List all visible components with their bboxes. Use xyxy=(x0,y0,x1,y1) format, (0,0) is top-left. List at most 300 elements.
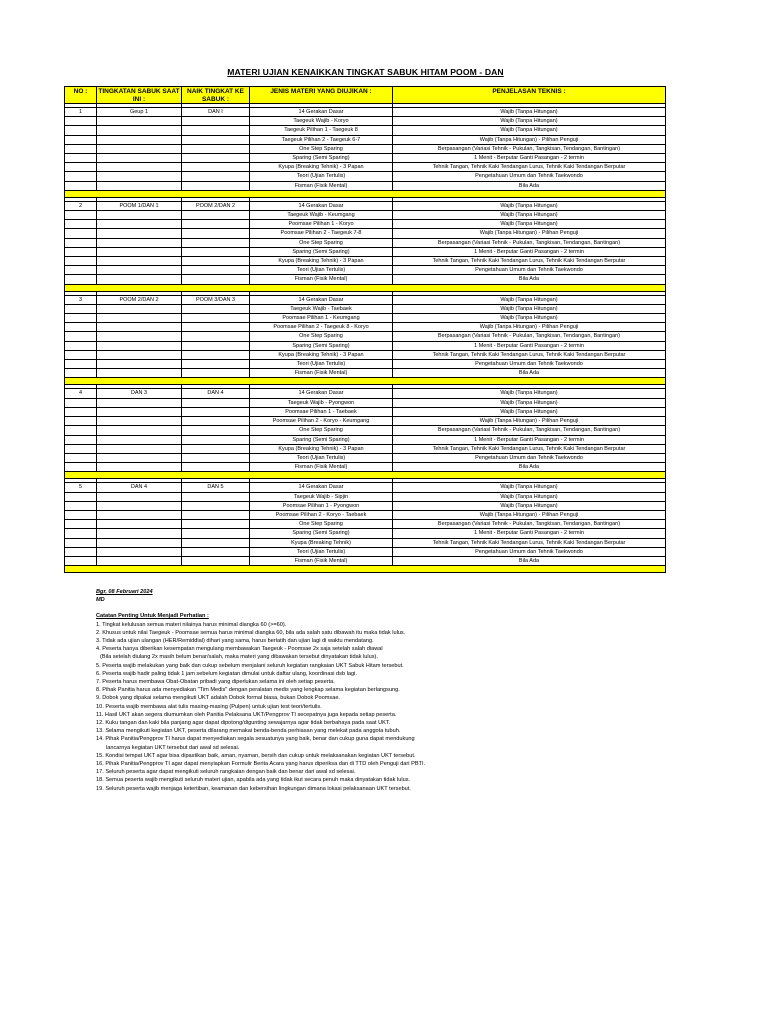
cell-naik xyxy=(182,275,250,284)
cell-tingkatan xyxy=(97,229,182,238)
cell-penjelasan: 1 Menit - Berputar Ganti Pasangan - 2 termin xyxy=(393,341,666,350)
group-separator-row xyxy=(65,284,666,291)
cell-penjelasan: Pengetahuan Umum dan Tehnik Taekwondo xyxy=(393,547,666,556)
cell-tingkatan xyxy=(97,144,182,153)
cell-tingkatan xyxy=(97,538,182,547)
cell-no xyxy=(65,435,97,444)
cell-tingkatan xyxy=(97,407,182,416)
cell-tingkatan: DAN 3 xyxy=(97,389,182,398)
cell-penjelasan: Wajib (Tanpa Hitungan) - Pilihan Penguji xyxy=(393,229,666,238)
cell-no xyxy=(65,417,97,426)
cell-penjelasan: Wajib (Tanpa Hitungan) xyxy=(393,201,666,210)
table-row xyxy=(65,350,666,359)
table-row xyxy=(65,463,666,472)
cell-materi: Kyupa (Breaking Tehnik) xyxy=(250,538,393,547)
cell-materi: One Step Sparing xyxy=(250,238,393,247)
cell-naik xyxy=(182,144,250,153)
cell-materi: Taegeuk Wajib - Pyongwon xyxy=(250,398,393,407)
cell-materi: Poomsae Pilihan 2 - Taegeuk 8 - Koryo xyxy=(250,323,393,332)
cell-materi: Sparing (Semi Sparing) xyxy=(250,435,393,444)
cell-materi: 14 Gerakan Dasar xyxy=(250,483,393,492)
cell-tingkatan xyxy=(97,501,182,510)
note-item: 3. Tidak ada ujian ulangan (HER/Remiddial) dihari yang sama, harus berlatih dan ujian lagi di waktu mendatang. xyxy=(96,638,374,645)
note-item: 12. Kuku tangan dan kaki bila panjang agar dapat dipotong/digunting sewajarnya agar tidak berbahaya pada saat UKT. xyxy=(96,720,391,727)
table-row xyxy=(65,163,666,172)
cell-penjelasan: Wajib (Tanpa Hitungan) xyxy=(393,398,666,407)
table-row xyxy=(65,275,666,284)
cell-naik xyxy=(182,547,250,556)
cell-no xyxy=(65,444,97,453)
notes-list xyxy=(96,621,656,793)
cell-materi: Poomsae Pilihan 2 - Koryo - Keumgang xyxy=(250,417,393,426)
cell-penjelasan: Wajib (Tanpa Hitungan) - Pilihan Penguji xyxy=(393,510,666,519)
cell-materi: Sparing (Semi Sparing) xyxy=(250,341,393,350)
cell-no xyxy=(65,341,97,350)
table-row xyxy=(65,510,666,519)
table-row xyxy=(65,369,666,378)
table-row xyxy=(65,323,666,332)
note-item: 4. Peserta hanya diberikan kesempatan mengulang membawakan Taegeuk - Poomsae 2x saja setelah salah diawal xyxy=(96,646,383,653)
cell-materi: Fisman (Fisik Mental) xyxy=(250,463,393,472)
note-item: 2. Khusus untuk nilai Taegeuk - Poomsae semua harus minimal diangka 60, bila ada salah satu dibawah itu maka tidak lulus. xyxy=(96,629,406,636)
cell-naik xyxy=(182,181,250,190)
cell-naik xyxy=(182,529,250,538)
note-item: 6. Peserta wajib hadir paling tidak 1 jam sebelum kegiatan dimulai untuk daftar ulang, koordinasi dsb lagi. xyxy=(96,670,357,677)
document-date: Bgr, 08 Februari 2024 xyxy=(96,589,153,595)
cell-penjelasan: Wajib (Tanpa Hitungan) xyxy=(393,117,666,126)
cell-naik xyxy=(182,154,250,163)
cell-naik xyxy=(182,117,250,126)
cell-materi: Teori (Ujian Tertulis) xyxy=(250,172,393,181)
cell-no xyxy=(65,398,97,407)
cell-naik xyxy=(182,417,250,426)
cell-naik: POOM 3/DAN 3 xyxy=(182,295,250,304)
note-item: 7. Peserta harus membawa Obat-Obatan pribadi yang diperlukan selama ini oleh setiap peserta. xyxy=(96,679,335,686)
cell-materi: Teori (Ujian Tertulis) xyxy=(250,360,393,369)
cell-no xyxy=(65,463,97,472)
separator-cell xyxy=(65,566,666,573)
table-row xyxy=(65,201,666,210)
cell-no xyxy=(65,220,97,229)
exam-table xyxy=(64,86,666,573)
cell-penjelasan: Wajib (Tanpa Hitungan) xyxy=(393,211,666,220)
cell-tingkatan xyxy=(97,163,182,172)
page-title: MATERI UJIAN KENAIKKAN TINGKAT SABUK HITAM POOM - DAN xyxy=(227,67,504,77)
cell-penjelasan: 1 Menit - Berputar Ganti Pasangan - 2 termin xyxy=(393,154,666,163)
cell-materi: Poomsae Pilihan 2 - Koryo - Taebaek xyxy=(250,510,393,519)
cell-naik xyxy=(182,332,250,341)
cell-tingkatan xyxy=(97,547,182,556)
cell-no xyxy=(65,520,97,529)
cell-no xyxy=(65,304,97,313)
cell-naik xyxy=(182,126,250,135)
cell-penjelasan: Tehnik Tangan, Tehnik Kaki Tendangan Lurus, Tehnik Kaki Tendangan Berputar xyxy=(393,538,666,547)
table-row xyxy=(65,211,666,220)
cell-penjelasan: Wajib (Tanpa Hitungan) xyxy=(393,108,666,117)
note-item: 1. Tingkat kelulusan semua materi nilainya harus minimal diangka 60 (>=60). xyxy=(96,621,287,628)
cell-no xyxy=(65,350,97,359)
cell-penjelasan: Wajib (Tanpa Hitungan) xyxy=(393,295,666,304)
table-row xyxy=(65,154,666,163)
cell-tingkatan xyxy=(97,435,182,444)
separator-cell xyxy=(65,284,666,291)
cell-tingkatan xyxy=(97,426,182,435)
cell-no: 3 xyxy=(65,295,97,304)
cell-no xyxy=(65,229,97,238)
cell-tingkatan xyxy=(97,117,182,126)
table-row xyxy=(65,538,666,547)
group-separator-row xyxy=(65,190,666,197)
table-row xyxy=(65,238,666,247)
cell-naik: DAN I xyxy=(182,108,250,117)
cell-penjelasan: Berpasangan (Variasi Tehnik - Pukulan, Tangkisan, Tendangan, Bantingan) xyxy=(393,520,666,529)
table-row xyxy=(65,547,666,556)
note-item: 5. Peserta wajib melakukan yang baik dan cukup sebelum menjalani seluruh kegiatan rangkaian UKT Sabuk Hitam tersebut. xyxy=(96,662,404,669)
header-tingkatan: TINGKATAN SABUK SAAT INI : xyxy=(98,88,180,103)
group-separator-row xyxy=(65,378,666,385)
table-row xyxy=(65,266,666,275)
cell-penjelasan: Tehnik Tangan, Tehnik Kaki Tendangan Lurus, Tehnik Kaki Tendangan Berputar xyxy=(393,163,666,172)
cell-materi: Fisman (Fisik Mental) xyxy=(250,275,393,284)
cell-penjelasan: 1 Menit - Berputar Ganti Pasangan - 2 termin xyxy=(393,529,666,538)
cell-materi: 14 Gerakan Dasar xyxy=(250,201,393,210)
cell-tingkatan xyxy=(97,529,182,538)
cell-tingkatan xyxy=(97,350,182,359)
table-row xyxy=(65,117,666,126)
header-materi: JENIS MATERI YANG DIUJIKAN : xyxy=(250,87,393,104)
cell-materi: Poomsae Pilihan 1 - Pyongwon xyxy=(250,501,393,510)
cell-materi: Poomsae Pilihan 2 - Taegeuk 7-8 xyxy=(250,229,393,238)
cell-tingkatan xyxy=(97,257,182,266)
cell-naik xyxy=(182,435,250,444)
cell-naik xyxy=(182,426,250,435)
table-row xyxy=(65,332,666,341)
cell-no xyxy=(65,117,97,126)
cell-tingkatan xyxy=(97,369,182,378)
header-penjelasan: PENJELASAN TEKNIS : xyxy=(393,87,666,104)
separator-cell xyxy=(65,190,666,197)
cell-no xyxy=(65,529,97,538)
cell-materi: Teori (Ujian Tertulis) xyxy=(250,266,393,275)
table-row xyxy=(65,556,666,565)
cell-materi: Fisman (Fisik Mental) xyxy=(250,181,393,190)
cell-tingkatan xyxy=(97,314,182,323)
signature-initials: MD xyxy=(96,597,105,604)
cell-naik xyxy=(182,314,250,323)
cell-tingkatan: POOM 1/DAN 1 xyxy=(97,201,182,210)
cell-tingkatan xyxy=(97,181,182,190)
cell-no xyxy=(65,323,97,332)
cell-no xyxy=(65,501,97,510)
cell-tingkatan xyxy=(97,211,182,220)
cell-naik xyxy=(182,135,250,144)
cell-tingkatan: POOM 2/DAN 2 xyxy=(97,295,182,304)
cell-tingkatan xyxy=(97,556,182,565)
cell-penjelasan: Wajib (Tanpa Hitungan) xyxy=(393,501,666,510)
cell-naik xyxy=(182,229,250,238)
cell-tingkatan xyxy=(97,341,182,350)
cell-no xyxy=(65,538,97,547)
cell-materi: 14 Gerakan Dasar xyxy=(250,295,393,304)
note-item: 11. Hasil UKT akan segera diumumkan oleh Panitia Pelaksana UKT/Pengprov TI secepatnya juga kepada setiap peserta. xyxy=(96,711,397,718)
separator-cell xyxy=(65,378,666,385)
cell-materi: Teori (Ujian Tertulis) xyxy=(250,547,393,556)
table-row xyxy=(65,389,666,398)
cell-materi: One Step Sparing xyxy=(250,426,393,435)
cell-tingkatan: DAN 4 xyxy=(97,483,182,492)
cell-naik xyxy=(182,556,250,565)
header-no: NO : xyxy=(65,87,97,104)
table-row xyxy=(65,304,666,313)
cell-penjelasan: Wajib (Tanpa Hitungan) xyxy=(393,492,666,501)
cell-materi: Taegeuk Wajib - Sipjin xyxy=(250,492,393,501)
cell-naik xyxy=(182,163,250,172)
note-item: lancarnya kegiatan UKT tersebut dari awal sd selesai. xyxy=(106,744,240,751)
cell-materi: One Step Sparing xyxy=(250,520,393,529)
note-item: 19. Seluruh peserta wajib menjaga ketertiban, keamanan dan kebersihan lingkungan dimana lokasi pelaksanaan UKT tersebut. xyxy=(96,785,411,792)
table-row xyxy=(65,492,666,501)
cell-tingkatan xyxy=(97,463,182,472)
notes-heading: Catatan Penting Untuk Menjadi Perhatian : xyxy=(96,613,209,620)
cell-materi: Taegeuk Wajib - Taebaek xyxy=(250,304,393,313)
cell-penjelasan: Wajib (Tanpa Hitungan) xyxy=(393,407,666,416)
table-row xyxy=(65,220,666,229)
cell-naik xyxy=(182,238,250,247)
group-separator-row xyxy=(65,566,666,573)
table-row xyxy=(65,529,666,538)
cell-naik xyxy=(182,360,250,369)
cell-materi: Sparing (Semi Sparing) xyxy=(250,154,393,163)
cell-tingkatan xyxy=(97,332,182,341)
cell-materi: Fisman (Fisik Mental) xyxy=(250,369,393,378)
cell-tingkatan xyxy=(97,510,182,519)
cell-penjelasan: 1 Menit - Berputar Ganti Pasangan - 2 termin xyxy=(393,435,666,444)
cell-materi: Kyupa (Breaking Tehnik) - 3 Papan xyxy=(250,444,393,453)
cell-penjelasan: Berpasangan (Variasi Tehnik - Pukulan, Tangkisan, Tendangan, Bantingan) xyxy=(393,426,666,435)
cell-no xyxy=(65,556,97,565)
cell-materi: Sparing (Semi Sparing) xyxy=(250,247,393,256)
cell-penjelasan: Pengetahuan Umum dan Tehnik Taekwondo xyxy=(393,360,666,369)
cell-naik xyxy=(182,453,250,462)
cell-tingkatan xyxy=(97,135,182,144)
table-row xyxy=(65,417,666,426)
table-row xyxy=(65,135,666,144)
table-row xyxy=(65,435,666,444)
exam-table-body xyxy=(65,87,666,573)
cell-no xyxy=(65,426,97,435)
cell-materi: Teori (Ujian Tertulis) xyxy=(250,453,393,462)
cell-tingkatan xyxy=(97,520,182,529)
cell-penjelasan: Wajib (Tanpa Hitungan) xyxy=(393,126,666,135)
note-item: 13. Selama mengikuti kegiatan UKT, peserta dilarang memakai benda-benda perhiasan yang melekat pada anggota tubuh. xyxy=(96,728,401,735)
cell-naik xyxy=(182,257,250,266)
note-item: 15. Kondisi tempat UKT agar bisa dipastikan baik, aman, nyaman, bersih dan cukup untuk melaksanakan kegiatan UKT tersebut. xyxy=(96,752,416,759)
cell-tingkatan xyxy=(97,238,182,247)
cell-no xyxy=(65,135,97,144)
cell-materi: One Step Sparing xyxy=(250,332,393,341)
cell-penjelasan: Bila Ada xyxy=(393,556,666,565)
cell-no: 5 xyxy=(65,483,97,492)
cell-no xyxy=(65,510,97,519)
header-naik: NAIK TINGKAT KE SABUK : xyxy=(182,87,250,104)
table-row xyxy=(65,398,666,407)
table-row xyxy=(65,314,666,323)
cell-penjelasan: Tehnik Tangan, Tehnik Kaki Tendangan Lurus, Tehnik Kaki Tendangan Berputar xyxy=(393,444,666,453)
table-row xyxy=(65,360,666,369)
cell-no xyxy=(65,211,97,220)
cell-naik: DAN 5 xyxy=(182,483,250,492)
cell-naik xyxy=(182,369,250,378)
separator-cell xyxy=(65,472,666,479)
cell-materi: Poomsae Pilihan 1 - Keumgang xyxy=(250,314,393,323)
table-row xyxy=(65,295,666,304)
table-row xyxy=(65,483,666,492)
note-item: 14. Pihak Panitia/Pengprov TI harus dapat menyediakan segala sesuatunya yang baik, benar dan cukup guna dapat mendukung xyxy=(96,736,415,743)
cell-no xyxy=(65,369,97,378)
cell-materi: Taegeuk Pilihan 2 - Taegeuk 6-7 xyxy=(250,135,393,144)
notes-section xyxy=(96,588,656,793)
table-row xyxy=(65,501,666,510)
cell-tingkatan xyxy=(97,220,182,229)
cell-tingkatan xyxy=(97,247,182,256)
cell-naik xyxy=(182,510,250,519)
cell-penjelasan: 1 Menit - Berputar Ganti Pasangan - 2 termin xyxy=(393,247,666,256)
cell-no xyxy=(65,181,97,190)
cell-no xyxy=(65,238,97,247)
cell-naik xyxy=(182,492,250,501)
cell-penjelasan: Wajib (Tanpa Hitungan) xyxy=(393,304,666,313)
cell-tingkatan xyxy=(97,398,182,407)
cell-penjelasan: Berpasangan (Variasi Tehnik - Pukulan, Tangkisan, Tendangan, Bantingan) xyxy=(393,238,666,247)
cell-tingkatan xyxy=(97,492,182,501)
cell-naik xyxy=(182,172,250,181)
cell-naik: DAN 4 xyxy=(182,389,250,398)
cell-tingkatan xyxy=(97,323,182,332)
cell-no xyxy=(65,266,97,275)
cell-no: 4 xyxy=(65,389,97,398)
table-row xyxy=(65,426,666,435)
cell-naik xyxy=(182,538,250,547)
cell-naik xyxy=(182,501,250,510)
cell-no xyxy=(65,154,97,163)
cell-naik xyxy=(182,398,250,407)
cell-materi: One Step Sparing xyxy=(250,144,393,153)
table-row xyxy=(65,444,666,453)
cell-naik xyxy=(182,520,250,529)
cell-no xyxy=(65,453,97,462)
cell-penjelasan: Wajib (Tanpa Hitungan) - Pilihan Penguji xyxy=(393,417,666,426)
table-row xyxy=(65,247,666,256)
cell-tingkatan xyxy=(97,417,182,426)
cell-naik: POOM 2/DAN 2 xyxy=(182,201,250,210)
cell-naik xyxy=(182,463,250,472)
cell-materi: Poomsae Pilihan 1 - Koryo xyxy=(250,220,393,229)
table-header-row xyxy=(65,87,666,104)
cell-penjelasan: Bila Ada xyxy=(393,463,666,472)
table-row xyxy=(65,257,666,266)
cell-tingkatan: Geup 1 xyxy=(97,108,182,117)
cell-tingkatan xyxy=(97,360,182,369)
note-item: 10. Peserta wajib membawa alat tulis masing-masing (Pulpen) untuk ujian test teori/tertulis. xyxy=(96,703,322,710)
cell-tingkatan xyxy=(97,266,182,275)
cell-no xyxy=(65,360,97,369)
cell-materi: 14 Gerakan Dasar xyxy=(250,108,393,117)
cell-penjelasan: Wajib (Tanpa Hitungan) xyxy=(393,389,666,398)
cell-penjelasan: Pengetahuan Umum dan Tehnik Taekwondo xyxy=(393,172,666,181)
cell-materi: Sparing (Semi Sparing) xyxy=(250,529,393,538)
table-row xyxy=(65,126,666,135)
cell-naik xyxy=(182,444,250,453)
cell-naik xyxy=(182,407,250,416)
cell-no xyxy=(65,492,97,501)
cell-no xyxy=(65,163,97,172)
cell-tingkatan xyxy=(97,453,182,462)
cell-penjelasan: Pengetahuan Umum dan Tehnik Taekwondo xyxy=(393,266,666,275)
cell-materi: Kyupa (Breaking Tehnik) - 3 Papan xyxy=(250,257,393,266)
table-row xyxy=(65,172,666,181)
cell-naik xyxy=(182,211,250,220)
cell-naik xyxy=(182,220,250,229)
cell-naik xyxy=(182,350,250,359)
cell-penjelasan: Wajib (Tanpa Hitungan) - Pilihan Penguji xyxy=(393,323,666,332)
cell-no xyxy=(65,126,97,135)
cell-no xyxy=(65,407,97,416)
cell-penjelasan: Tehnik Tangan, Tehnik Kaki Tendangan Lurus, Tehnik Kaki Tendangan Berputar xyxy=(393,350,666,359)
table-row xyxy=(65,341,666,350)
cell-naik xyxy=(182,323,250,332)
note-item: (Bila setelah diulang 2x masih belum benar/salah, maka materi yang dibawakan tersebut dinyatakan tidak lulus). xyxy=(100,654,378,661)
table-row xyxy=(65,407,666,416)
cell-no: 1 xyxy=(65,108,97,117)
cell-no xyxy=(65,247,97,256)
group-separator-row xyxy=(65,472,666,479)
cell-materi: 14 Gerakan Dasar xyxy=(250,389,393,398)
note-item: 18. Semua peserta wajib mengikuti seluruh materi ujian, apabila ada yang tidak ikut secara penuh maka dinyatakan tidak lulus. xyxy=(96,777,411,784)
cell-no xyxy=(65,144,97,153)
note-item: 16. Pihak Panitia/Pengprov TI agar dapat menyiapkan Formulir Berita Acara yang harus diperiksa dan di TTD oleh Penguji dari PBTI. xyxy=(96,761,426,768)
cell-tingkatan xyxy=(97,275,182,284)
cell-no xyxy=(65,172,97,181)
cell-no: 2 xyxy=(65,201,97,210)
cell-tingkatan xyxy=(97,304,182,313)
cell-penjelasan: Berpasangan (Variasi Tehnik - Pukulan, Tangkisan, Tendangan, Bantingan) xyxy=(393,332,666,341)
table-row xyxy=(65,144,666,153)
note-item: 8. Pihak Panitia harus ada menyediakan "Tim Medis" dengan peralatan medis yang lengkap selama kegiatan berlangsung. xyxy=(96,687,400,694)
cell-penjelasan: Wajib (Tanpa Hitungan) xyxy=(393,483,666,492)
cell-naik xyxy=(182,341,250,350)
cell-no xyxy=(65,257,97,266)
cell-no xyxy=(65,547,97,556)
cell-materi: Kyupa (Breaking Tehnik) - 3 Papan xyxy=(250,163,393,172)
cell-naik xyxy=(182,304,250,313)
cell-penjelasan: Tehnik Tangan, Tehnik Kaki Tendangan Lurus, Tehnik Kaki Tendangan Berputar xyxy=(393,257,666,266)
cell-no xyxy=(65,314,97,323)
cell-tingkatan xyxy=(97,126,182,135)
cell-penjelasan: Bila Ada xyxy=(393,369,666,378)
cell-penjelasan: Wajib (Tanpa Hitungan) xyxy=(393,314,666,323)
cell-no xyxy=(65,275,97,284)
cell-penjelasan: Bila Ada xyxy=(393,181,666,190)
table-row xyxy=(65,181,666,190)
cell-tingkatan xyxy=(97,154,182,163)
cell-no xyxy=(65,332,97,341)
cell-materi: Poomsae Pilihan 1 - Taebaek xyxy=(250,407,393,416)
cell-materi: Taegeuk Wajib - Keumgang xyxy=(250,211,393,220)
note-item: 17. Seluruh peserta agar dapat mengikuti seluruh rangkaian dengan baik dan benar dari awal sd selesai. xyxy=(96,769,356,776)
cell-penjelasan: Pengetahuan Umum dan Tehnik Taekwondo xyxy=(393,453,666,462)
cell-materi: Taegeuk Wajib - Koryo xyxy=(250,117,393,126)
table-row xyxy=(65,520,666,529)
